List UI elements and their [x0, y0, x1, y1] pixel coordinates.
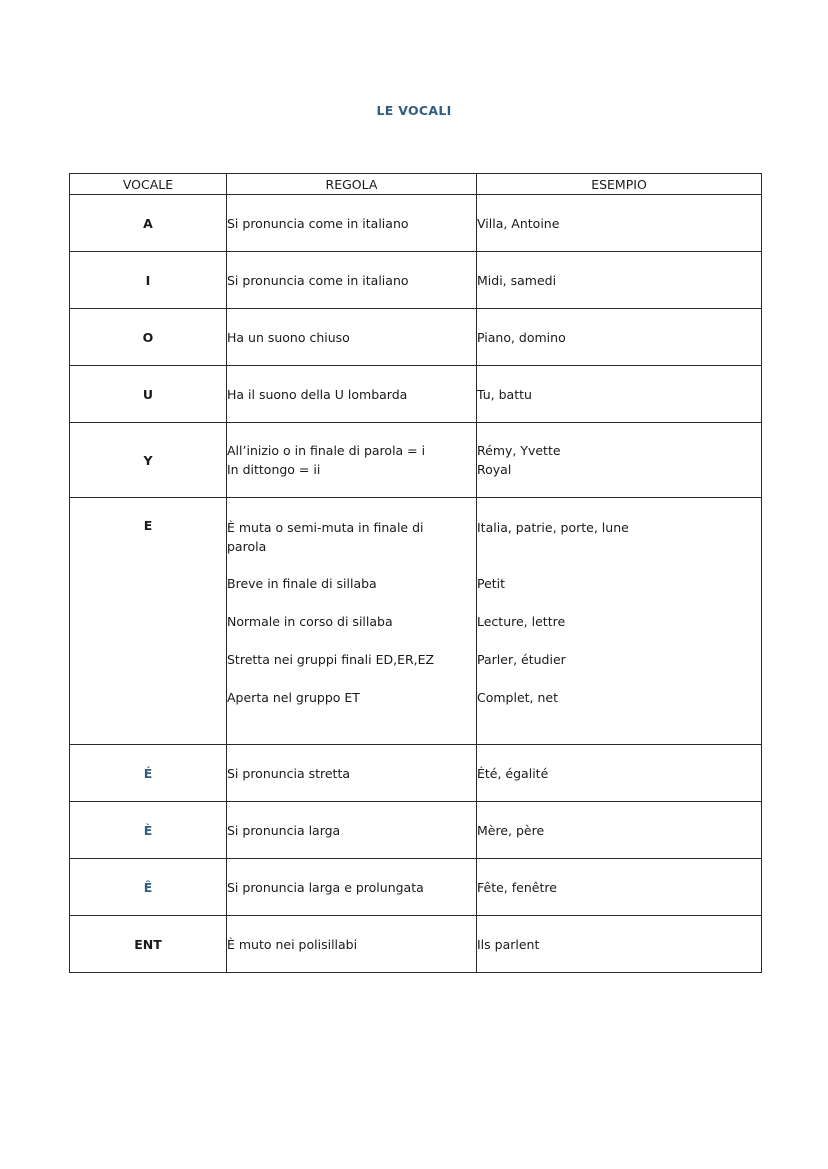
rule-cell: Si pronuncia larga e prolungata	[227, 859, 477, 916]
rule-line: Breve in finale di sillaba	[227, 576, 377, 591]
table-row	[70, 498, 762, 745]
example-line: Lecture, lettre	[477, 614, 566, 629]
table-header-row	[70, 174, 762, 195]
example-cell: Piano, domino	[477, 309, 762, 366]
rule-cell: Ha un suono chiuso	[227, 309, 477, 366]
example-item	[477, 612, 761, 631]
table-row	[70, 309, 762, 366]
header-regola: REGOLA	[227, 174, 477, 195]
vowel-cell: Y	[70, 423, 227, 498]
example-item	[477, 518, 761, 537]
example-line: Rémy, Yvette	[477, 443, 561, 458]
example-cell: Mère, père	[477, 802, 762, 859]
table-row	[70, 195, 762, 252]
rule-line: Stretta nei gruppi finali ED,ER,EZ	[227, 652, 435, 667]
vowel-cell: U	[70, 366, 227, 423]
vowel-cell: A	[70, 195, 227, 252]
example-cell: Tu, battu	[477, 366, 762, 423]
page-title: LE VOCALI	[376, 103, 452, 118]
rule-line: Aperta nel gruppo ET	[227, 690, 360, 705]
header-vocale: VOCALE	[70, 174, 227, 195]
rule-item	[227, 518, 476, 556]
rule-line: All’inizio o in finale di parola = i	[227, 443, 426, 458]
vowel-cell: Ê	[70, 859, 227, 916]
rule-cell: È muto nei polisillabi	[227, 916, 477, 973]
rule-line: Normale in corso di sillaba	[227, 614, 393, 629]
rule-cell	[227, 498, 477, 745]
rule-item	[227, 574, 476, 593]
table-row	[70, 802, 762, 859]
table-row	[70, 916, 762, 973]
example-line: Parler, étudier	[477, 652, 566, 667]
vowel-cell: O	[70, 309, 227, 366]
vowel-cell: I	[70, 252, 227, 309]
example-cell	[477, 498, 762, 745]
rule-item	[227, 688, 476, 707]
example-cell: Fête, fenêtre	[477, 859, 762, 916]
example-item	[477, 650, 761, 669]
example-item	[477, 688, 761, 707]
example-cell: Été, égalité	[477, 745, 762, 802]
example-line: Royal	[477, 462, 512, 477]
rule-cell: Ha il suono della U lombarda	[227, 366, 477, 423]
table-row	[70, 252, 762, 309]
example-line: Italia, patrie, porte, lune	[477, 520, 629, 535]
rule-cell: Si pronuncia come in italiano	[227, 252, 477, 309]
example-cell: Midi, samedi	[477, 252, 762, 309]
example-cell: Villa, Antoine	[477, 195, 762, 252]
example-line: Complet, net	[477, 690, 559, 705]
rule-line: parola	[227, 539, 267, 554]
vowel-cell: È	[70, 802, 227, 859]
rule-cell: Si pronuncia come in italiano	[227, 195, 477, 252]
example-cell: Ils parlent	[477, 916, 762, 973]
header-esempio: ESEMPIO	[477, 174, 762, 195]
example-item	[477, 574, 761, 593]
vowel-cell: É	[70, 745, 227, 802]
rule-item	[227, 612, 476, 631]
rule-cell	[227, 423, 477, 498]
table-row	[70, 366, 762, 423]
example-cell	[477, 423, 762, 498]
example-line: Petit	[477, 576, 506, 591]
table-row	[70, 423, 762, 498]
rule-cell: Si pronuncia stretta	[227, 745, 477, 802]
table-row	[70, 859, 762, 916]
rule-cell: Si pronuncia larga	[227, 802, 477, 859]
rule-item	[227, 650, 476, 669]
rule-line: In dittongo = ii	[227, 462, 321, 477]
vowel-cell: ENT	[70, 916, 227, 973]
vowels-table	[69, 173, 762, 973]
rule-line: È muta o semi-muta in finale di	[227, 520, 424, 535]
vowel-cell: E	[70, 498, 227, 745]
table-row	[70, 745, 762, 802]
